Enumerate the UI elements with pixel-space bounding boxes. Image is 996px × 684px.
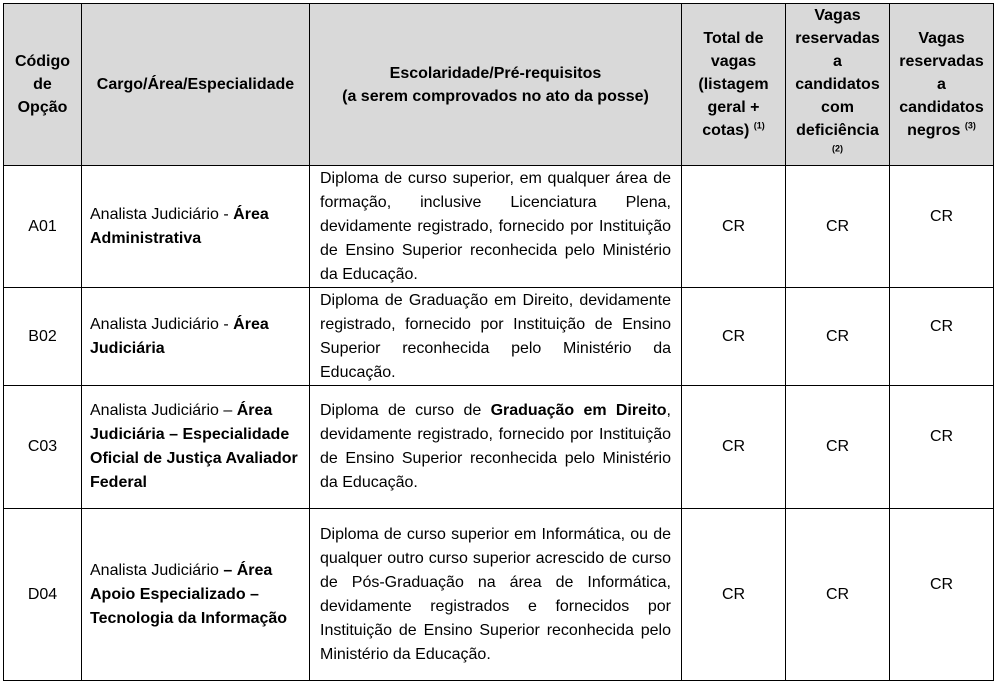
row-code: D04 [4, 509, 82, 681]
row-negros: CR [890, 288, 994, 386]
row-code: A01 [4, 166, 82, 288]
row-pcd: CR [786, 166, 890, 288]
header-pcd: Vagas reservadas a candidatos com deficiência $^{(2)}$ [786, 4, 890, 166]
row-total: CR [682, 386, 786, 509]
header-cargo: Cargo/Área/Especialidade [82, 4, 310, 166]
row-requirements: Diploma de curso superior, em qualquer área de formação, inclusive Licenciatura Plena, devidamente registrado, fornecido por Instituição de Ensino Superior reconhecida pelo Ministério da Educação. [310, 166, 682, 288]
row-requirements: Diploma de curso de Graduação em Direito, devidamente registrado, fornecido por Instituição de Ensino Superior reconhecida pelo Ministério da Educação. [310, 386, 682, 509]
header-negros: Vagas reservadas a candidatos negros $^{(3)}$ [890, 4, 994, 166]
row-cargo: Analista Judiciário – Área Apoio Especializado – Tecnologia da Informação [82, 509, 310, 681]
row-pcd: CR [786, 386, 890, 509]
row-total: CR [682, 509, 786, 681]
row-total: CR [682, 288, 786, 386]
table-row [4, 509, 994, 681]
row-cargo: Analista Judiciário - Área Administrativa [82, 166, 310, 288]
row-requirements: Diploma de Graduação em Direito, devidamente registrado, fornecido por Instituição de Ensino Superior reconhecida pelo Ministério da Educação. [310, 288, 682, 386]
row-negros: CR [890, 386, 994, 509]
header-requirements-subtitle: (a serem comprovados no ato da posse) [342, 87, 649, 105]
row-cargo: Analista Judiciário - Área Judiciária [82, 288, 310, 386]
header-requirements-title: Escolaridade/Pré-requisitos [389, 64, 602, 82]
header-code: Código de Opção [4, 4, 82, 166]
table-row [4, 288, 994, 386]
row-negros: CR [890, 166, 994, 288]
row-total: CR [682, 166, 786, 288]
footnote-1: (1) [753, 120, 765, 131]
footnote-2: (2) [832, 143, 843, 154]
header-total: Total de vagas (listagem geral + cotas) $^{(1)}$ [682, 4, 786, 166]
row-code: C03 [4, 386, 82, 509]
row-cargo: Analista Judiciário – Área Judiciária – Especialidade Oficial de Justiça Avaliador Federal [82, 386, 310, 509]
footnote-3: (3) [964, 120, 976, 131]
row-code: B02 [4, 288, 82, 386]
vacancies-table [3, 3, 994, 681]
header-requirements [310, 4, 682, 166]
row-pcd: CR [786, 509, 890, 681]
table-row [4, 386, 994, 509]
row-negros: CR [890, 509, 994, 681]
table-row [4, 166, 994, 288]
header-row [4, 4, 994, 166]
row-pcd: CR [786, 288, 890, 386]
row-requirements: Diploma de curso superior em Informática, ou de qualquer outro curso superior acrescido de curso de Pós-Graduação na área de Informática, devidamente registrados e fornecidos por Instituição de Ensino Superior reconhecida pelo Ministério da Educação. [310, 509, 682, 681]
